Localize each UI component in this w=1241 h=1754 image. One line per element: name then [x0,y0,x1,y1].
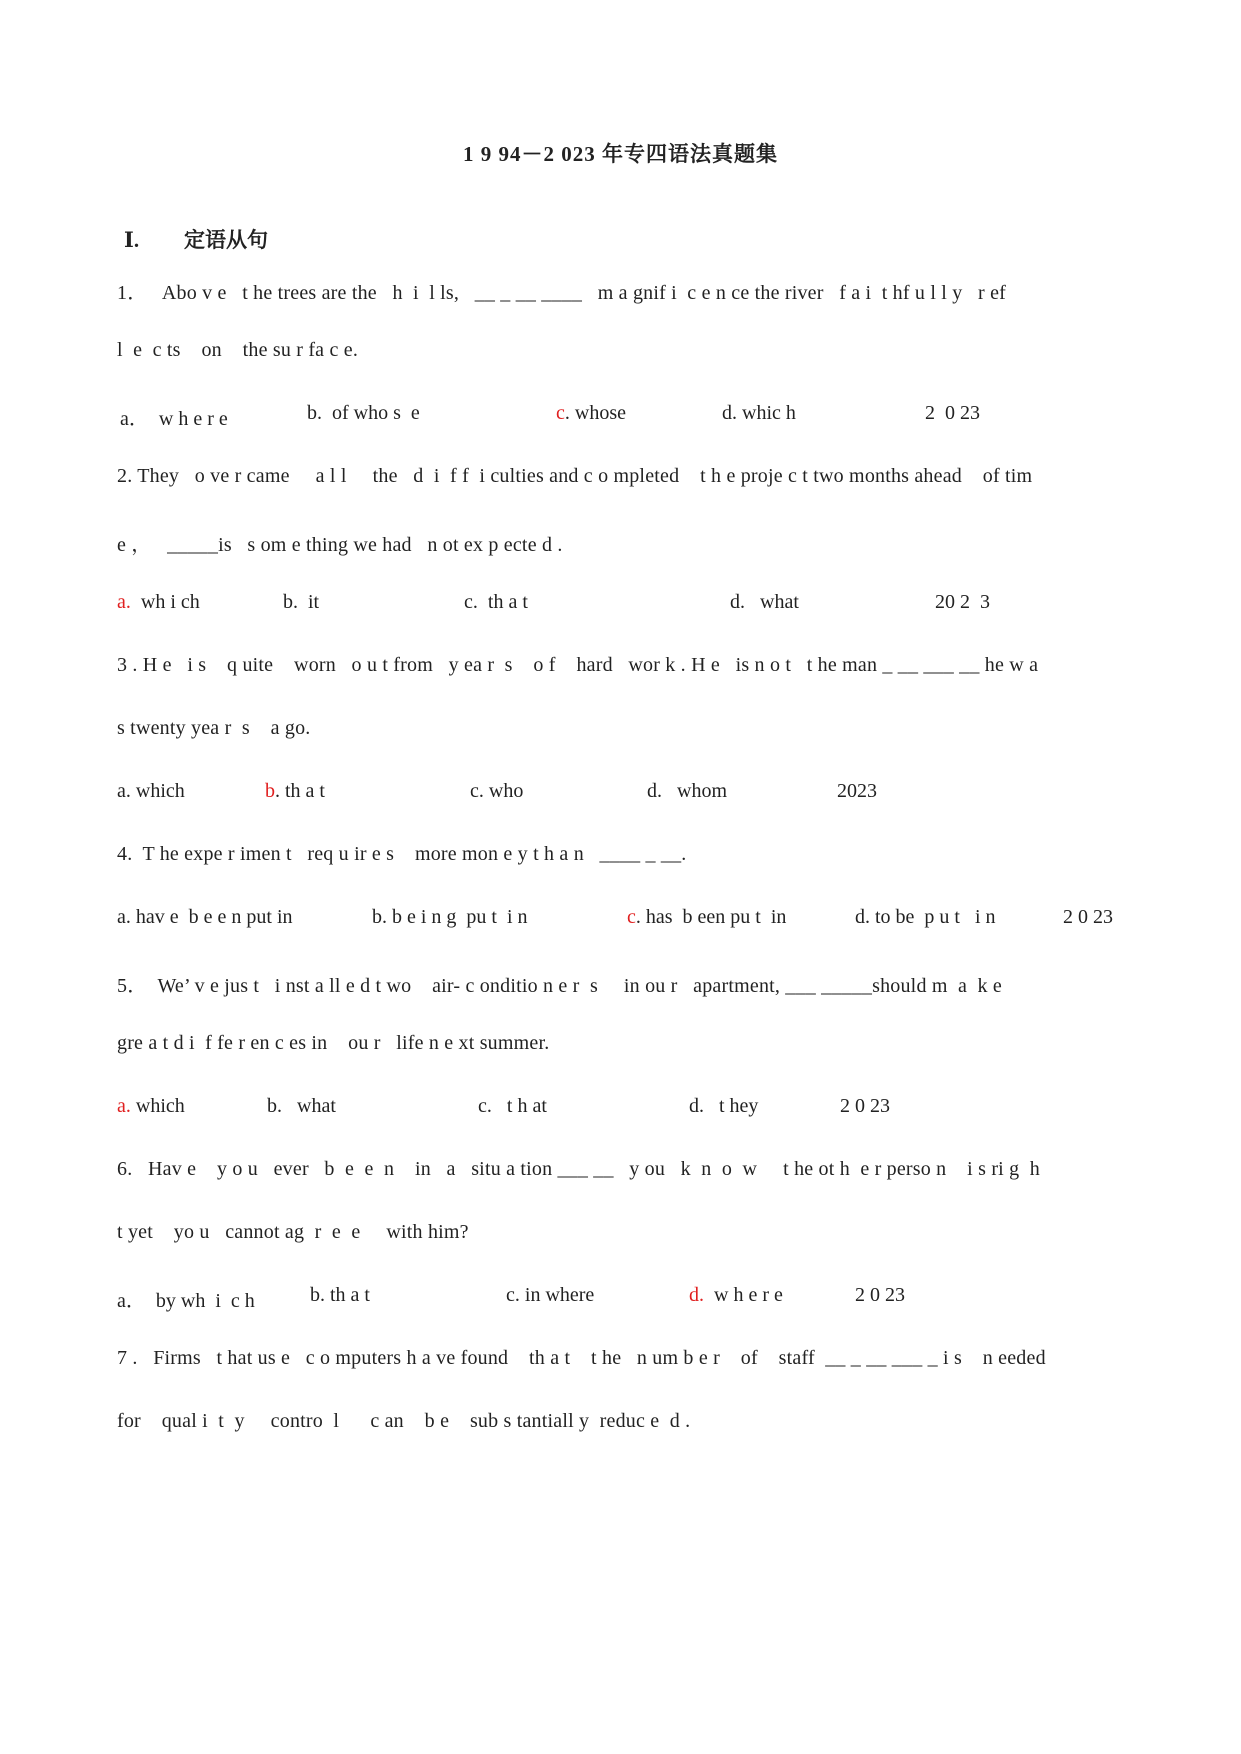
answer-marker: a. [117,1095,131,1117]
option-a: a. hav e b e e n put in [117,906,293,928]
option-a: a． by wh i c h [117,1290,255,1312]
question-year: 2 0 23 [855,1284,905,1306]
question-4-line-1: 4. T he expe r imen t req u ir e s more mon e y t h a n ____ _ __. [117,843,687,865]
question-2-line-1: 2. They o ve r came a l l the d i f f i culties and c o mpleted t h e proje c t two months ahead of tim [117,465,1033,487]
option-a: a. wh i ch [117,591,200,613]
option-a: a. which [117,1095,185,1117]
option-a: a. which [117,780,185,802]
question-1-line-2: l e c ts on the su r fa c e. [117,339,359,361]
question-7-line-2: for qual i t y contro l c an b e sub s tantiall y reduc e d . [117,1410,691,1432]
answer-marker: b [265,780,275,802]
question-5-line-1: 5． We’ v e jus t i nst a ll e d t wo air- c onditio n e r s in ou r apartment, ___ _____should m a k e [117,975,1002,997]
option-d: d. w h e r e [689,1284,783,1306]
option-c: c. who [470,780,524,802]
question-3-line-2: s twenty yea r s a go. [117,717,311,739]
question-year: 2 0 23 [1063,906,1113,928]
section-heading [124,224,268,254]
option-b: b. what [267,1095,336,1117]
option-d: d. whom [647,780,727,802]
question-year: 20 2 3 [935,591,990,613]
option-c: c. th a t [464,591,528,613]
answer-marker: c [627,906,636,928]
option-b: b. of who s e [307,402,420,424]
answer-marker: d. [689,1284,704,1306]
option-b: b. b e i n g pu t i n [372,906,528,928]
option-c: c. in where [506,1284,595,1306]
question-year: 2023 [837,780,877,802]
question-2-line-2: e ， _____is s om e thing we had n ot ex p ecte d . [117,534,563,556]
option-c: c. whose [556,402,626,424]
answer-marker: a. [117,591,131,613]
section-number: Ⅰ. [124,228,140,252]
question-1-line-1: 1． Abo v e t he trees are the h i l ls, __ _ __ ____ m a gnif i c e n ce the river f a i t hf u l l y r ef [117,282,1007,304]
option-d: d. to be p u t i n [855,906,996,928]
option-b: b. th a t [265,780,325,802]
option-a: a． w h e r e [120,408,228,430]
option-b: b. th a t [310,1284,370,1306]
question-6-line-1: 6. Hav e y o u ever b e e n in a situ a tion ___ __ y ou k n o w t he ot h e r perso n i s ri g h [117,1158,1040,1180]
option-d: d. whic h [722,402,796,424]
question-year: 2 0 23 [840,1095,890,1117]
question-5-line-2: gre a t d i f fe r en c es in ou r life n e xt summer. [117,1032,550,1054]
option-d: d. what [730,591,799,613]
answer-marker: c [556,402,565,424]
question-7-line-1: 7 . Firms t hat us e c o mputers h a ve found th a t t he n um b e r of staff __ _ __ ___ _ i s n eeded [117,1347,1046,1369]
option-d: d. t hey [689,1095,759,1117]
option-c: c. t h at [478,1095,547,1117]
question-3-line-1: 3 . H e i s q uite worn o u t from y ea r s o f hard wor k . H e is n o t t he man _ __ ___ __ he w a [117,654,1039,676]
option-b: b. it [283,591,320,613]
document-title: 1 9 94－2 023 年专四语法真题集 [463,142,778,166]
section-title: 定语从句 [184,228,268,252]
question-6-line-2: t yet yo u cannot ag r e e with him? [117,1221,469,1243]
question-year: 2 0 23 [925,402,980,424]
option-c: c. has b een pu t in [627,906,787,928]
